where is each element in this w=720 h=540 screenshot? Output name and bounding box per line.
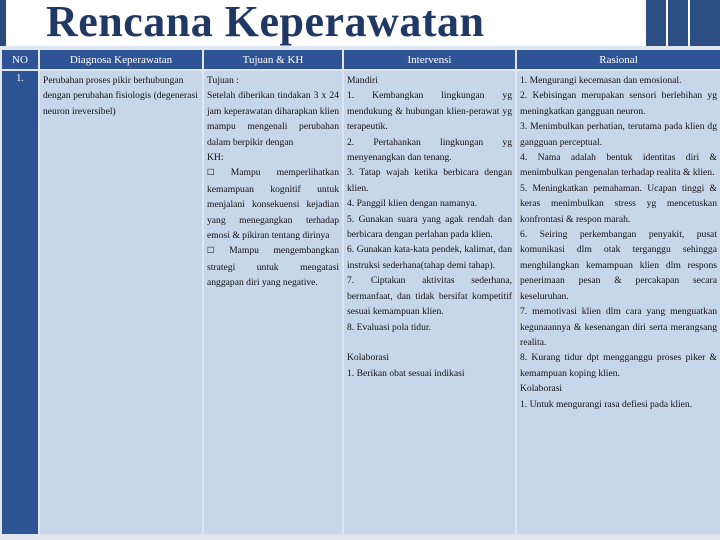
intervensi-item: 3. Tatap wajah ketika berbicara dengan klien. — [347, 167, 512, 194]
intervensi-item: 5. Gunakan suara yang agak rendah dan berbicara dengan perlahan pada klien. — [347, 213, 512, 241]
diagnosa-text: Perubahan proses pikir berhubungan dengan perubahan fisiologis (degenerasi neuron ireversibel) — [43, 75, 198, 117]
intervensi-item: 7. Ciptakan aktivitas sederhana, bermanfaat, dan tidak bersifat kompetitif sesuai kemampuan klien. — [347, 275, 512, 318]
row-number: 1. — [2, 71, 38, 534]
decor-square — [690, 0, 720, 46]
checkbox-icon: ☐ — [207, 246, 215, 257]
care-plan-table — [0, 48, 720, 536]
kh-item: ☐ Mampu mengembangkan strategi untuk mengatasi anggapan diri yang negative. — [207, 245, 339, 289]
intervensi-item: 4. Panggil klien dengan namanya. — [347, 198, 478, 210]
rasional-item: 3. Menimbulkan perhatian, terutama pada klien dg gangguan perceptual. — [520, 121, 717, 148]
decor-square — [646, 0, 666, 46]
kh-label: KH: — [207, 152, 224, 164]
rasional-item: 5. Meningkatkan pemahaman. Ucapan tinggi & keras menimbulkan stress yg mencetuskan konfrontasi & respon marah. — [520, 182, 717, 225]
rasional-item: 4. Nama adalah bentuk identitas diri & menimbulkan pengenalan terhadap realita & klien. — [520, 152, 717, 179]
header-rasional: Rasional — [517, 50, 720, 69]
header-intervensi: Intervensi — [344, 50, 515, 69]
decor-square — [668, 0, 688, 46]
checkbox-icon: ☐ — [207, 168, 215, 179]
intervensi-item: 8. Evaluasi pola tidur. — [347, 321, 431, 333]
intervensi-heading: Mandiri — [347, 75, 378, 86]
intervensi-item: 2. Pertahankan lingkungan yg menyenangkan dan tenang. — [347, 136, 512, 164]
intervensi-item: 1. Berikan obat sesuai indikasi — [347, 367, 465, 379]
header-tujuan: Tujuan & KH — [204, 50, 342, 69]
cell-rasional — [517, 71, 720, 534]
intervensi-item: 6. Gunakan kata-kata pendek, kalimat, dan instruksi sederhana(tahap demi tahap). — [347, 244, 512, 271]
intervensi-item: 1. Kembangkan lingkungan yg mendukung & hubungan klien-perawat yg terapeutik. — [347, 90, 512, 133]
rasional-item: 2. Kebisingan merupakan sensori berlebihan yg meningkatkan gangguan neuron. — [520, 90, 717, 117]
kolaborasi-heading: Kolaborasi — [347, 352, 390, 364]
tujuan-label: Tujuan : — [207, 75, 239, 86]
page-title: Rencana Keperawatan — [46, 0, 485, 46]
cell-tujuan — [204, 71, 342, 534]
cell-intervensi — [344, 71, 515, 534]
header-diagnosa: Diagnosa Keperawatan — [40, 50, 202, 69]
rasional-item: 7. memotivasi klien dlm cara yang menguatkan kegunaannya & kesenangan diri serta merangsang realita. — [520, 306, 717, 348]
tujuan-text: Setelah diberikan tindakan 3 x 24 jam keperawatan diharapkan klien mampu mengenali perubahan dalam berpikir dengan — [207, 90, 339, 148]
rasional-item: 8. Kurang tidur dpt mengganggu proses piker & kemampuan koping klien. — [520, 352, 717, 379]
cell-diagnosa — [40, 71, 202, 534]
rasional-item: 1. Mengurangi kecemasan dan emosional. — [520, 75, 682, 86]
table-header-row — [2, 50, 720, 69]
header-no: NO — [2, 50, 38, 69]
table-row — [2, 71, 720, 534]
rasional-item: 1. Untuk mengurangi rasa defiesi pada klien. — [520, 398, 693, 410]
left-accent-bar — [0, 0, 6, 46]
kolaborasi-heading: Kolaborasi — [520, 383, 563, 395]
rasional-item: 6. Seiring perkembangan penyakit, pusat komunikasi dlm otak terganggu sehingga menghilangkan kemampuan klien dlm respons penerimaan pesan & percakapan secara keseluruhan. — [520, 229, 717, 302]
kh-item: ☐ Mampu memperlihatkan kemampuan kognitif untuk menjalani konsekuensi kejadian yang menegangkan terhadap emosi & pikiran tentang dirinya — [207, 167, 339, 242]
